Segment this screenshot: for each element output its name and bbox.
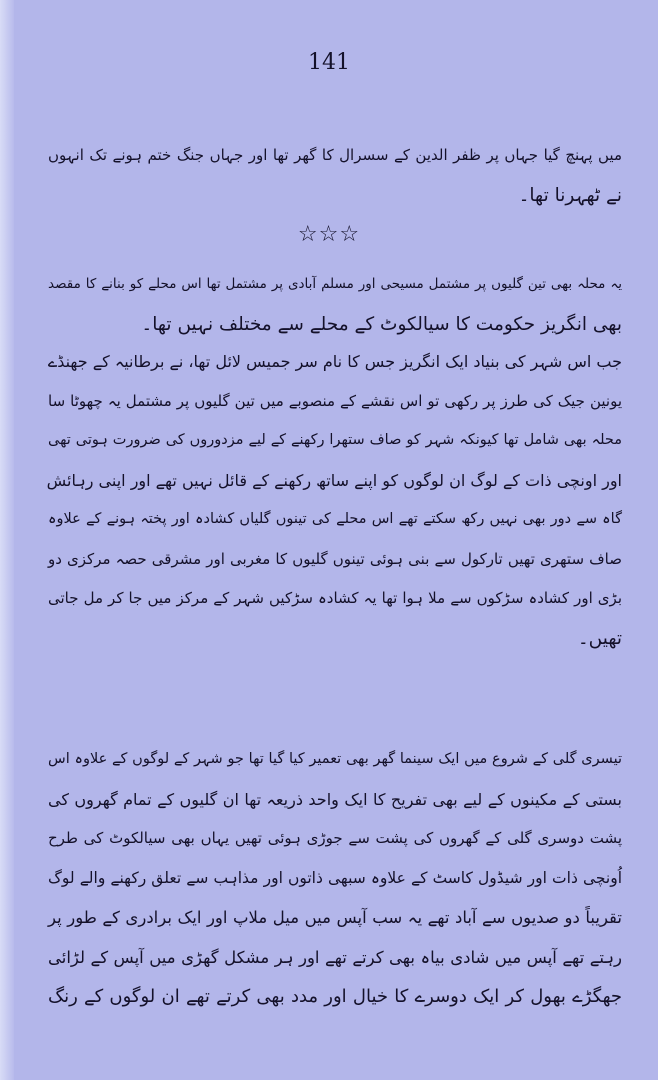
text-line: گاہ سے دور بھی نہیں رکھ سکتے تھے اس محلے کی تینوں گلیاں کشادہ اور پختہ ہونے کے علاوہ bbox=[48, 511, 622, 527]
paragraph bbox=[48, 740, 622, 1017]
text-line: پشت دوسری گلی کے گھروں کی پشت سے جوڑی ہوئی تھیں یہاں بھی سیالکوٹ کی طرح bbox=[48, 829, 622, 847]
text-line: محلہ بھی شامل تھا کیونکہ شہر کو صاف ستھرا رکھنے کے لیے مزدوروں کی ضرورت ہوتی تھی bbox=[48, 432, 622, 448]
section-separator-stars: ☆☆☆ bbox=[297, 222, 361, 247]
text-line: رہتے تھے آپس میں شادی بیاہ بھی کرتے تھے اور ہر مشکل گھڑی میں آپس کے لڑائی bbox=[48, 947, 622, 967]
text-line: اور اونچی ذات کے لوگ ان لوگوں کو اپنے ساتھ رکھنے کے قائل نہیں تھے اور اپنی رہائش bbox=[46, 470, 622, 490]
text-line: تیسری گلی کے شروع میں ایک سینما گھر بھی تعمیر کیا گیا تھا جو شہر کے لوگوں کے علاوہ اس bbox=[48, 751, 622, 767]
text-line: صاف ستھری تھیں تارکول سے بنی ہوئی تینوں گلیوں کا مغربی اور مشرقی حصہ مرکزی دو bbox=[48, 549, 622, 568]
text-line: جھگڑے بھول کر ایک دوسرے کا خیال اور مدد بھی کرتے تھے ان لوگوں کے رنگ bbox=[48, 986, 622, 1007]
text-line: بستی کے مکینوں کے لیے بھی تفریح کا ایک واحد ذریعہ تھا ان گلیوں کے تمام گھروں کی bbox=[48, 789, 622, 809]
paragraph bbox=[48, 342, 622, 658]
text-line: میں پہنچ گیا جہاں پر ظفر الدین کے سسرال کا گھر تھا اور جہاں جنگ ختم ہونے تک انہوں bbox=[48, 146, 622, 164]
page-number: 141 bbox=[308, 50, 350, 75]
paragraph bbox=[48, 136, 622, 215]
text-line: یہ محلہ بھی تین گلیوں پر مشتمل مسیحی اور مسلم آبادی پر مشتمل تھا اس محلے کو بنانے کا مقصد bbox=[48, 276, 622, 292]
text-line: جب اس شہر کی بنیاد ایک انگریز جس کا نام سر جمیس لائل تھا، نے برطانیہ کے جھنڈے bbox=[47, 352, 622, 371]
text-line: اُونچی ذات اور شیڈول کاسٹ کے علاوہ سبھی ذاتوں اور مذاہب سے تعلق رکھنے والے لوگ bbox=[48, 868, 622, 887]
text-line: نے ٹھہرنا تھا۔ bbox=[518, 184, 622, 206]
page-edge bbox=[0, 0, 14, 1080]
text-line: تقریباً دو صدیوں سے آباد تھے یہ سب آپس میں میل ملاپ اور ایک برادری کے طور پر bbox=[48, 908, 622, 927]
text-line: بڑی اور کشادہ سڑکوں سے ملا ہوا تھا یہ کشادہ سڑکیں شہر کے مرکز میں جا کر مل جاتی bbox=[48, 589, 622, 607]
text-line: بھی انگریز حکومت کا سیالکوٹ کے محلے سے مختلف نہیں تھا۔ bbox=[141, 313, 622, 335]
text-line: یونین جیک کی طرز پر رکھی تو اس نقشے کے منصوبے میں تین گلیوں پر مشتمل یہ چھوٹا سا bbox=[48, 391, 622, 410]
text-line: تھیں۔ bbox=[577, 627, 622, 649]
paragraph bbox=[48, 265, 622, 344]
